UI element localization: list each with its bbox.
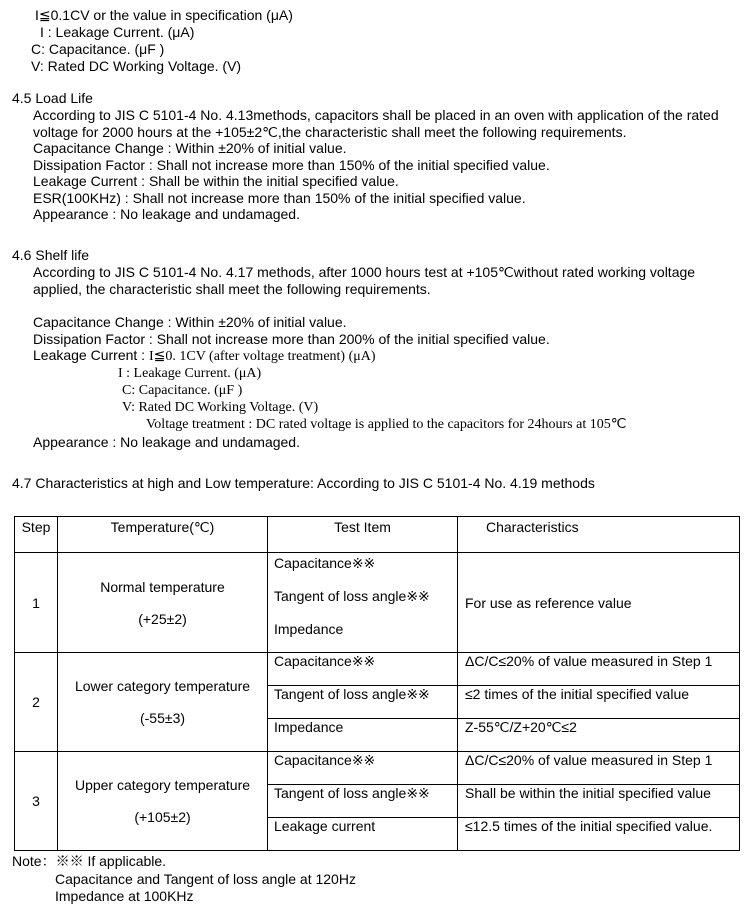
temperature-name: Lower category temperature	[74, 678, 251, 694]
temperature-name: Normal temperature	[100, 578, 225, 595]
capacitance-def: C: Capacitance. (μF )	[31, 41, 165, 57]
temperature-value: (-55±3)	[139, 710, 186, 726]
test-item-cell: Impedance	[268, 719, 458, 752]
characteristic-cell: Shall be within the initial specified value	[458, 785, 740, 818]
leakage-formula: I≦0.1CV or the value in specification (μA)	[35, 7, 293, 23]
test-item-cell	[268, 553, 458, 653]
load-life-appearance: Appearance : No leakage and undamaged.	[33, 206, 300, 222]
load-life-para-1: According to JIS C 5101-4 No. 4.13methods, capacitors shall be placed in an oven with application of the rated	[33, 107, 719, 123]
characteristic-cell: ΔC/C≤20% of value measured in Step 1	[458, 752, 740, 785]
characteristic-cell: Z-55℃/Z+20℃≤2	[458, 719, 740, 752]
test-item-cell: Tangent of loss angle※※	[268, 686, 458, 719]
table-row	[15, 653, 740, 686]
header-characteristics: Characteristics	[458, 517, 740, 553]
shelf-life-i-def: I : Leakage Current. (μA)	[118, 366, 262, 381]
characteristic-cell: For use as reference value	[458, 553, 740, 653]
test-item: Capacitance※※	[274, 555, 376, 571]
load-life-dissipation: Dissipation Factor : Shall not increase more than 150% of the initial specified value.	[33, 157, 550, 173]
test-item-cell: Leakage current	[268, 818, 458, 851]
shelf-life-voltage-treatment: Voltage treatment : DC rated voltage is applied to the capacitors for 24hours at 105℃	[146, 417, 627, 432]
note-text: ※※ If applicable.	[55, 853, 167, 869]
note-line-3: Impedance at 100KHz	[55, 888, 194, 904]
shelf-life-leakage	[33, 347, 376, 365]
note-line-2: Capacitance and Tangent of loss angle at 120Hz	[55, 871, 356, 887]
characteristic-cell: ≤12.5 times of the initial specified value.	[458, 818, 740, 851]
shelf-life-leakage-formula: I≦0. 1CV (after voltage treatment) (μA)	[148, 349, 376, 364]
header-step: Step	[15, 517, 58, 553]
table-row	[15, 752, 740, 785]
shelf-life-para-1: According to JIS C 5101-4 No. 4.17 methods, after 1000 hours test at +105℃without rated working voltage	[33, 264, 696, 280]
characteristics-table	[14, 516, 740, 851]
shelf-life-para-2: applied, the characteristic shall meet the following requirements.	[33, 281, 431, 297]
temperature-cell	[58, 752, 268, 851]
load-life-para-2: voltage for 2000 hours at the +105±2℃,the characteristic shall meet the following requirements.	[33, 124, 627, 140]
shelf-life-leakage-label: Leakage Current :	[33, 347, 149, 363]
load-life-cap-change: Capacitance Change : Within ±20% of initial value.	[33, 140, 347, 156]
header-temperature: Temperature(℃)	[58, 517, 268, 553]
table-header-row	[15, 517, 740, 553]
shelf-life-cap-change: Capacitance Change : Within ±20% of initial value.	[33, 314, 347, 330]
shelf-life-appearance: Appearance : No leakage and undamaged.	[33, 434, 300, 450]
note-line-1	[12, 853, 166, 870]
test-item-cell: Capacitance※※	[268, 653, 458, 686]
temperature-name: Upper category temperature	[74, 777, 251, 793]
temperature-cell	[58, 553, 268, 653]
voltage-def: V: Rated DC Working Voltage. (V)	[31, 58, 242, 74]
step-cell: 2	[15, 653, 58, 752]
temperature-cell	[58, 653, 268, 752]
shelf-life-v-def: V: Rated DC Working Voltage. (V)	[122, 400, 319, 415]
shelf-life-heading: 4.6 Shelf life	[12, 247, 90, 263]
test-item-cell: Capacitance※※	[268, 752, 458, 785]
characteristic-cell: ΔC/C≤20% of value measured in Step 1	[458, 653, 740, 686]
note-label: Note：	[12, 853, 56, 869]
load-life-leakage: Leakage Current : Shall be within the initial specified value.	[33, 173, 399, 189]
temp-char-heading: 4.7 Characteristics at high and Low temperature: According to JIS C 5101-4 No. 4.19 methods	[12, 475, 595, 491]
leakage-current-def: I : Leakage Current. (μA)	[40, 24, 195, 40]
load-life-esr: ESR(100KHz) : Shall not increase more than 150% of the initial specified value.	[33, 190, 526, 206]
shelf-life-c-def: C: Capacitance. (μF )	[122, 383, 243, 398]
table-row	[15, 553, 740, 653]
temperature-value: (+25±2)	[138, 610, 187, 627]
header-test-item: Test Item	[268, 517, 458, 553]
test-item: Impedance	[274, 621, 344, 637]
step-cell: 1	[15, 553, 58, 653]
characteristic-cell: ≤2 times of the initial specified value	[458, 686, 740, 719]
load-life-heading: 4.5 Load Life	[12, 90, 93, 106]
temperature-value: (+105±2)	[134, 809, 191, 825]
test-item-cell: Tangent of loss angle※※	[268, 785, 458, 818]
test-item: Tangent of loss angle※※	[274, 588, 430, 604]
step-cell: 3	[15, 752, 58, 851]
shelf-life-dissipation: Dissipation Factor : Shall not increase more than 200% of the initial specified value.	[33, 331, 550, 347]
